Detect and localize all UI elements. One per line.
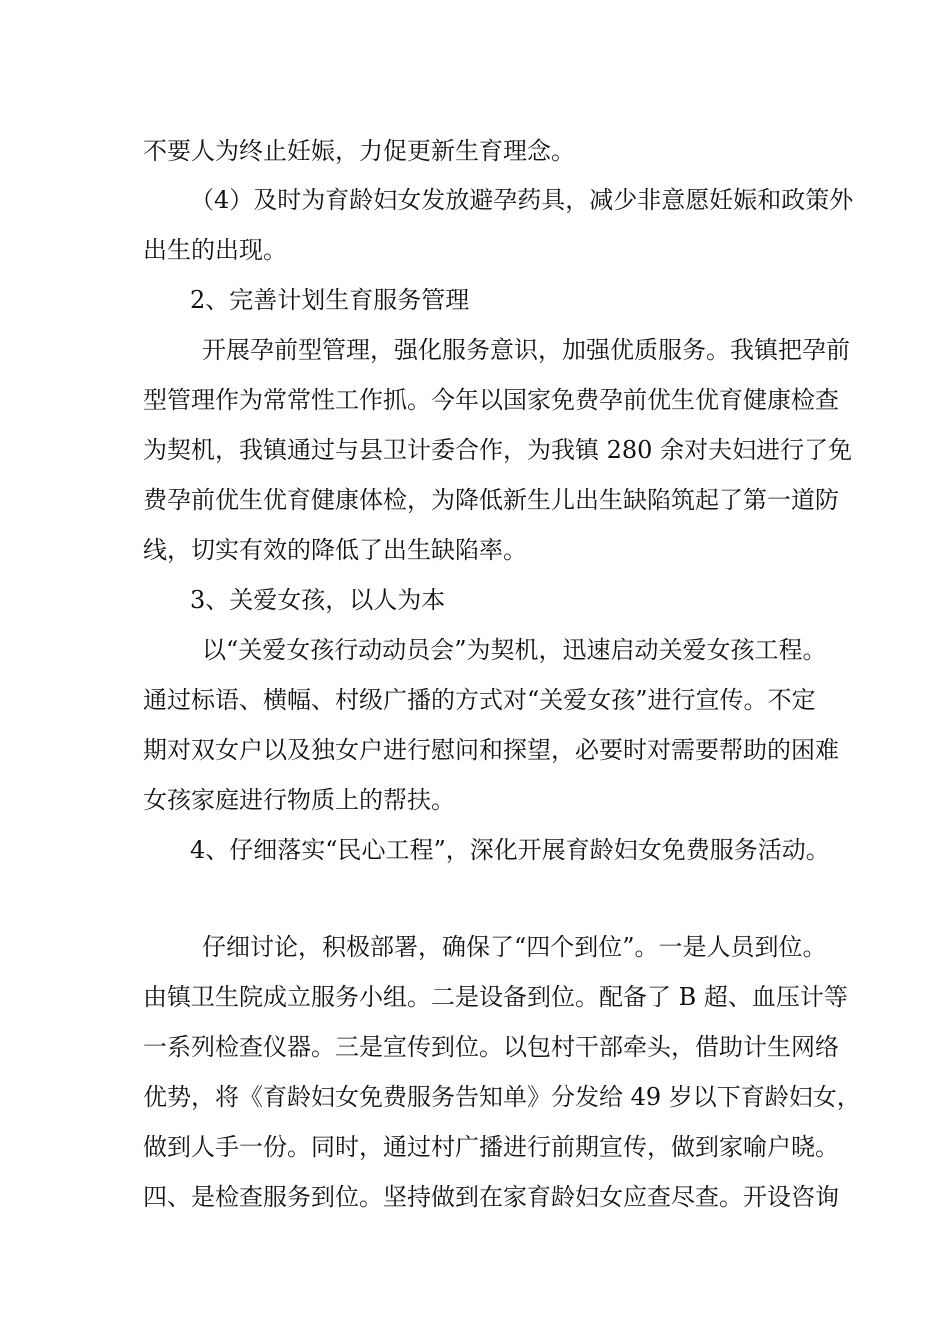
text-line: 不要人为终止妊娠，力促更新生育理念。	[143, 137, 575, 165]
text-line: 出生的出现。	[143, 236, 287, 264]
text-line: 四、是检查服务到位。坚持做到在家育龄妇女应查尽查。开设咨询	[143, 1183, 839, 1211]
text-line: 期对双女户以及独女户进行慰问和探望，必要时对需要帮助的困难	[143, 736, 839, 764]
text-line: 做到人手一份。同时，通过村广播进行前期宣传，做到家喻户晓。	[143, 1133, 839, 1161]
text-line: 由镇卫生院成立服务小组。二是设备到位。配备了 B 超、血压计等	[143, 983, 848, 1011]
text-line: （4）及时为育龄妇女发放避孕药具，减少非意愿妊娠和政策外	[190, 186, 854, 214]
text-line: 通过标语、横幅、村级广播的方式对“关爱女孩”进行宣传。不定	[143, 686, 816, 714]
text-line: 优势，将《育龄妇女免费服务告知单》分发给 49 岁以下育龄妇女，	[143, 1083, 861, 1111]
text-line: 线，切实有效的降低了出生缺陷率。	[143, 536, 527, 564]
text-line: 为契机，我镇通过与县卫计委合作，为我镇 280 余对夫妇进行了免	[143, 436, 853, 464]
text-line: 一系列检查仪器。三是宣传到位。以包村干部牵头，借助计生网络	[143, 1033, 839, 1061]
text-line: 费孕前优生优育健康体检，为降低新生儿出生缺陷筑起了第一道防	[143, 486, 839, 514]
text-line: 开展孕前型管理，强化服务意识，加强优质服务。我镇把孕前	[202, 336, 850, 364]
text-line: 型管理作为常常性工作抓。今年以国家免费孕前优生优育健康检查	[143, 386, 839, 414]
section-heading: 4、仔细落实“民心工程”，深化开展育龄妇女免费服务活动。	[190, 836, 830, 864]
text-line: 以“关爱女孩行动动员会”为契机，迅速启动关爱女孩工程。	[202, 636, 827, 664]
text-line: 女孩家庭进行物质上的帮扶。	[143, 786, 455, 814]
section-heading: 3、关爱女孩，以人为本	[190, 586, 446, 614]
text-line: 仔细讨论，积极部署，确保了“四个到位”。一是人员到位。	[202, 933, 827, 961]
section-heading: 2、完善计划生育服务管理	[190, 286, 470, 314]
